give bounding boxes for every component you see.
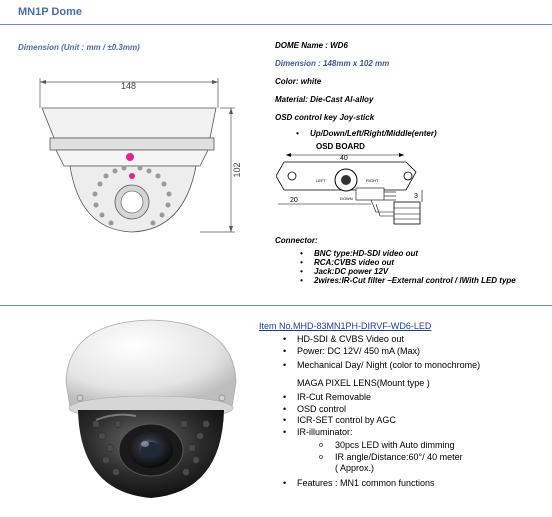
item-number-link[interactable]: Item No.MHD-83MN1PH-DIRVF-WD6-LED [259, 321, 432, 331]
osd-label-left: LEFT [316, 178, 326, 183]
connector-label: Connector: [275, 236, 318, 245]
osd-label-right: RIGHT [366, 178, 379, 183]
section-rule [0, 305, 552, 306]
feature-item: • IR-Cut Removable [283, 392, 372, 402]
feature-text: ICR-SET control by AGC [297, 415, 396, 425]
feature-item: • HD-SDI & CVBS Video out [283, 334, 404, 344]
feature-item: • Power: DC 12V/ 450 mA (Max) [283, 345, 421, 356]
feature-text: IR-illuminator: [297, 426, 353, 437]
connector-item: • BNC type:HD-SDI video out [300, 249, 540, 258]
spec-color: Color: white [275, 77, 322, 86]
width-label: 148 [121, 81, 137, 91]
feature-item: • ICR-SET control by AGC [283, 415, 396, 425]
height-label: 102 [232, 162, 242, 178]
camera-photo [56, 312, 246, 512]
osd-dim-top: 40 [340, 155, 348, 162]
feature-sub-item: o 30pcs LED with Auto dimming [319, 440, 455, 450]
osd-bullets [296, 129, 437, 138]
feature-list [283, 334, 548, 489]
feature-sub-text: 30pcs LED with Auto dimming [335, 440, 455, 450]
feature-text: HD-SDI & CVBS Video out [297, 334, 404, 344]
feature-sub-continuation: ( Approx.) [335, 463, 375, 473]
osd-dim-left: 20 [290, 197, 298, 204]
spec-name: DOME Name : WD6 [275, 41, 348, 50]
osd-dim-right: 3 [414, 193, 418, 200]
feature-text: IR-Cut Removable [297, 392, 372, 402]
feature-text: Power: DC 12V/ 450 mA (Max) [297, 345, 421, 356]
feature-sub-text: IR angle/Distance:60°/ 40 meter [335, 451, 463, 462]
dimension-note: Dimension (Unit : mm / ±0.3mm) [18, 43, 140, 52]
feature-sub-item: o IR angle/Distance:60°/ 40 meter [319, 451, 463, 462]
osd-bullet: • Up/Down/Left/Right/Middle(enter) [296, 129, 437, 138]
spec-dimension: Dimension : 148mm x 102 mm [275, 59, 390, 68]
spec-material: Material: Die-Cast Al-alloy [275, 95, 374, 104]
osd-board-title: OSD BOARD [316, 142, 365, 151]
connector-item: • RCA:CVBS video out [300, 258, 540, 267]
osd-board-drawing [276, 140, 426, 230]
dome-drawing [20, 72, 250, 247]
osd-label-down: DOWN [340, 196, 353, 201]
feature-lens: MAGA PIXEL LENS(Mount type ) [297, 377, 430, 388]
connector-item: • 2wires:IR-Cut filter –External control / lWith LED type [300, 276, 540, 285]
spec-osd: OSD control key Joy-stick [275, 113, 375, 122]
title-rule [0, 24, 552, 25]
feature-text: OSD control [297, 403, 347, 414]
feature-item: • IR-illuminator: [283, 426, 353, 437]
feature-item: • Mechanical Day/ Night (color to monochrome) [283, 360, 481, 370]
feature-item: • OSD control [283, 403, 347, 414]
connector-item: • Jack:DC power 12V [300, 267, 540, 276]
feature-item: • Features : MN1 common functions [283, 477, 435, 488]
page-title: MN1P Dome [18, 6, 82, 18]
feature-text: Mechanical Day/ Night (color to monochrome) [297, 360, 481, 370]
connector-list [300, 249, 540, 285]
feature-text: Features : MN1 common functions [297, 477, 435, 488]
